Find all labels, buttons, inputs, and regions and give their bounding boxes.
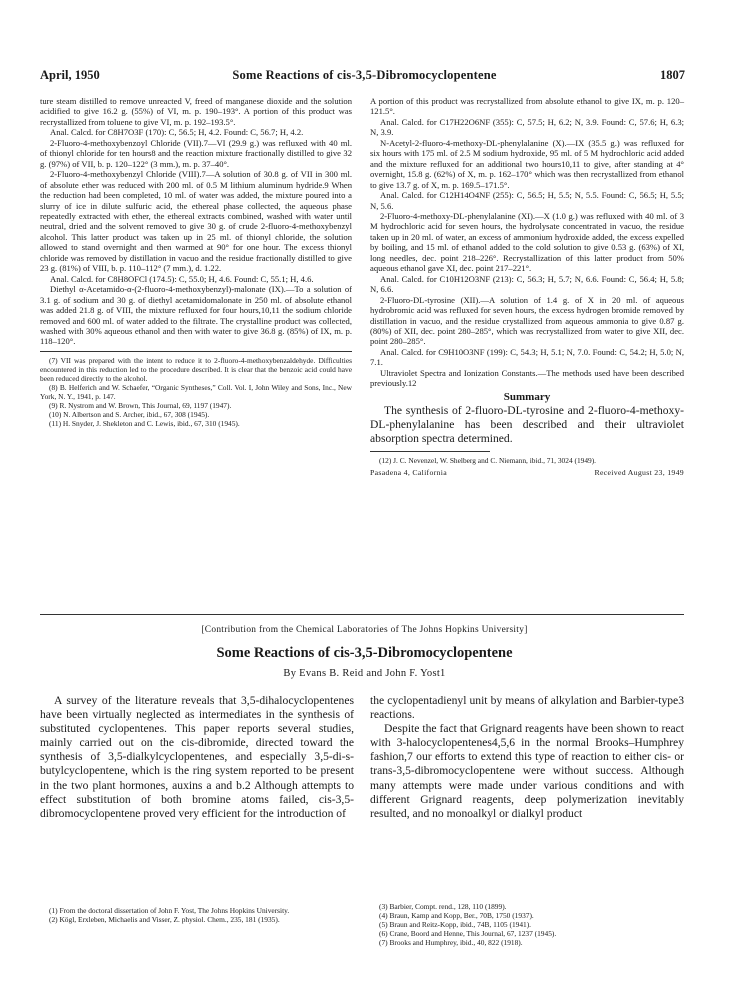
paragraph: A portion of this product was recrystallized from absolute ethanol to give IX, m. p. 120–121.5°.: [370, 96, 684, 117]
footnote: (7) VII was prepared with the intent to reduce it to 2-fluoro-4-methoxybenzaldehyde. Difficulties encountered in this reduction led to the procedure described. It is clear that the benzoic acid could have been reduced directly to the alcohol.: [40, 355, 352, 383]
analysis-paragraph: Anal. Calcd. for C10H12O3NF (213): C, 56.3; H, 5.7; N, 6.6. Found: C, 56.4; H, 5.8; N, 6.6.: [370, 273, 684, 295]
running-header: [0, 68, 729, 86]
footnote: (4) Braun, Kamp and Kopp, Ber., 70B, 1750 (1937).: [379, 911, 534, 920]
footnote: (2) Kögl, Erxleben, Michaelis and Visser, Z. physiol. Chem., 235, 181 (1935).: [49, 915, 280, 924]
footnotes-right-upper: [370, 456, 684, 465]
section-divider: [40, 614, 684, 615]
summary-paragraph: The synthesis of 2-fluoro-DL-tyrosine and 2-fluoro-4-methoxy-DL-phenylalanine has been described and their ultraviolet absorption spectra determined.: [370, 404, 684, 446]
received-date: Received August 23, 1949: [594, 468, 684, 478]
paragraph: N-Acetyl-2-fluoro-4-methoxy-DL-phenylalanine (X).—IX (35.5 g.) was refluxed for six hours with 175 ml. of 2.5 M sodium hydroxide, 95 ml. of 5 M hydrochloric acid added and the mixture refluxed for an additional two hours10,11 to give, after standing at 4° overnight, 15.8 g. (62%) of X, m. p. 162–170° which was then recrystallized from ethanol to give 13.7 g. of X, m. p. 169.5–171.5°.: [370, 137, 684, 190]
author-line: By Evans B. Reid and John F. Yost1: [283, 668, 446, 679]
column-right-upper: [370, 96, 684, 480]
footnote: (9) R. Nystrom and W. Brown, This Journal, 69, 1197 (1947).: [49, 400, 232, 410]
place: Pasadena 4, California: [370, 468, 447, 478]
header-title: Some Reactions of cis-3,5-Dibromocyclopentene: [232, 68, 497, 82]
article-title: Some Reactions of cis-3,5-Dibromocyclopentene: [216, 645, 513, 661]
summary-body: [370, 404, 684, 446]
paragraph: Diethyl α-Acetamido-α-(2-fluoro-4-methoxybenzyl)-malonate (IX).—To a solution of 3.1 g. of sodium and 30 g. of diethyl acetamidomalonate in 250 ml. of absolute ethanol was added 21.8 g. of VIII, the mixture refluxed for four hours,10,11 the sodium chloride removed and 600 ml. of water added to the filtrate. The crystalline product was collected, washed with 30% aqueous ethanol and then with water to give 36.8 g. (85%) of IX, m. p. 118–120°.: [40, 284, 352, 347]
footnote-divider: [370, 451, 490, 452]
footnote: (5) Braun and Reitz-Kopp, ibid., 74B, 1105 (1941).: [379, 920, 532, 929]
column-right-lower: [370, 694, 684, 821]
analysis-paragraph: Anal. Calcd. for C17H22O6NF (355): C, 57.5; H, 6.2; N, 3.9. Found: C, 57.6; H, 6.3; N, 3.9.: [370, 116, 684, 138]
paragraph: 2-Fluoro-4-methoxybenzyl Chloride (VIII).7—A solution of 30.8 g. of VII in 300 ml. of absolute ether was reduced with 200 ml. of 0.5 M lithium aluminum hydride.9 When the reduction had been completed, 10 ml. of water was added, the mixture poured into a slurry of ice in dilute sulfuric acid, the ethereal phase collected, the aqueous phase repeatedly extracted with ether, the ethereal extracts combined, washed with water until neutral, dried and the solvent removed to give 30 g. of crude 2-fluoro-4-methoxybenzyl alcohol. This latter product was taken up in 25 ml. of thionyl chloride, the solution allowed to stand overnight and then warmed at 90° for one hour. The excess thionyl chloride was removed by distillation in vacuo and the residue fractionally distilled to give 23 g. (81%) of VIII, b. p. 110–112° (7 mm.), d. 1.22.: [40, 169, 352, 274]
paragraph: ture steam distilled to remove unreacted V, freed of manganese dioxide and the solution acidified to give 16.2 g. (55%) of VI, m. p. 190–193°. A portion of this product was recrystallized from toluene to give VI, m. p. 192–193.5°.: [40, 96, 352, 127]
footnotes-right-lower: [370, 902, 684, 947]
paragraph: Despite the fact that Grignard reagents have been shown to react with 3-halocyclopentenes4,5,6 in the normal Brooks–Humphrey fashion,7 our efforts to extend this type of reaction to either cis- or trans-3,5-dibromocyclopentene were without success. Although many attempts were made under various conditions and with different Grignard reagents, deep polymerization inevitably resulted, and no monoalkyl or dialkyl product: [370, 722, 684, 820]
footnote-divider: [40, 351, 352, 352]
intro-paragraph: A survey of the literature reveals that 3,5-dihalocyclopentenes have been virtually neglected as intermediates in the synthesis of substituted cyclopentenes. This paper reports several studies, mainly carried out on the cis-dibromide, directed toward the synthesis of 3,5-dialkylcyclopentenes, and especially 3,5-di-s-butylcyclopentene, which is the ring system reported to be present in the two plant hormones, auxins a and b.2 Although attempts to effect substitution of both bromine atoms failed, cis-3,5-dibromocyclopentene proved very efficient for the introduction of: [40, 694, 354, 820]
footnote: (10) N. Albertson and S. Archer, ibid., 67, 308 (1945).: [49, 409, 210, 419]
header-date: April, 1950: [40, 68, 100, 82]
contribution-line: [Contribution from the Chemical Laboratories of The Johns Hopkins University]: [201, 625, 528, 635]
paragraph: 2-Fluoro-4-methoxybenzoyl Chloride (VII).7—VI (29.9 g.) was refluxed with 40 ml. of thionyl chloride for ten hours8 and the reaction mixture fractionally distilled to give 32 g. (97%) of VII, b. p. 120–122° (3 mm.), m. p. 37–40°.: [40, 137, 352, 169]
paragraph: the cyclopentadienyl unit by means of alkylation and Barbier-type3 reactions.: [370, 694, 684, 722]
page-number: 1807: [660, 68, 685, 82]
footnote: (12) J. C. Nevenzel, W. Shelberg and C. Niemann, ibid., 71, 3024 (1949).: [379, 456, 597, 466]
analysis-paragraph: Anal. Calcd. for C8H7O3F (170): C, 56.5; H, 4.2. Found: C, 56.7; H, 4.2.: [50, 127, 304, 138]
analysis-paragraph: Anal. Calcd. for C9H10O3NF (199): C, 54.3; H, 5.1; N, 7.0. Found: C, 54.2; H, 5.0; N, 7.1.: [370, 346, 684, 368]
footnote: (11) H. Snyder, J. Shekleton and C. Lewis, ibid., 67, 310 (1945).: [49, 418, 240, 428]
footnote: (1) From the doctoral dissertation of John F. Yost, The Johns Hopkins University.: [49, 906, 290, 915]
column-left-upper: [40, 96, 352, 428]
paragraph: 2-Fluoro-4-methoxy-DL-phenylalanine (XI).—X (1.0 g.) was refluxed with 40 ml. of 3 M hydrochloric acid for seven hours, the hydrolysate concentrated in vacuo, the residue taken up in 20 ml. of water, an excess of ammonium hydroxide added, the excess expelled by boiling, and 15 ml. of ethanol added to the cold solution to give 0.53 g. (63%) of XI, long needles, dec. point 218–226°. Recrystallization of this latter product from 50% aqueous ethanol gave XI, dec. point 217–221°.: [370, 210, 684, 274]
analysis-paragraph: Anal. Calcd. for C12H14O4NF (255): C, 56.5; H, 5.5; N, 5.5. Found: C, 56.5; H, 5.5; N, 5.6.: [370, 190, 684, 211]
footnote: (8) B. Helferich and W. Schaefer, “Organic Syntheses,” Coll. Vol. I, John Wiley and Sons, Inc., New York, N. Y., 1941, p. 147.: [40, 382, 352, 401]
summary-heading: Summary: [503, 390, 551, 403]
footnote: (3) Barbier, Compt. rend., 128, 110 (1899).: [379, 902, 507, 911]
footnotes-left-upper: [40, 356, 352, 428]
analysis-paragraph: Anal. Calcd. for C8H8OFCl (174.5): C, 55.0; H, 4.6. Found: C, 55.1; H, 4.6.: [50, 273, 314, 284]
dateline: [370, 468, 684, 480]
paragraph: Ultraviolet Spectra and Ionization Constants.—The methods used have been described previously.12: [370, 367, 684, 389]
column-left-lower: [40, 694, 354, 821]
footnote: (7) Brooks and Humphrey, ibid., 40, 822 (1918).: [379, 938, 523, 947]
footnote: (6) Crane, Boord and Henne, This Journal, 67, 1237 (1945).: [379, 929, 557, 938]
footnotes-left-lower: [40, 906, 354, 924]
paragraph: 2-Fluoro-DL-tyrosine (XII).—A solution of 1.4 g. of X in 20 ml. of aqueous hydrobromic acid was refluxed for seven hours, the excess hydrogen bromide removed by distillation in vacuo, and the residue crystallized from aqueous ammonia to give 0.87 g. (80%) of XII, dec. point 280–285°, which was recrystallized from water to give XII, dec. point 280–285°.: [370, 294, 684, 347]
